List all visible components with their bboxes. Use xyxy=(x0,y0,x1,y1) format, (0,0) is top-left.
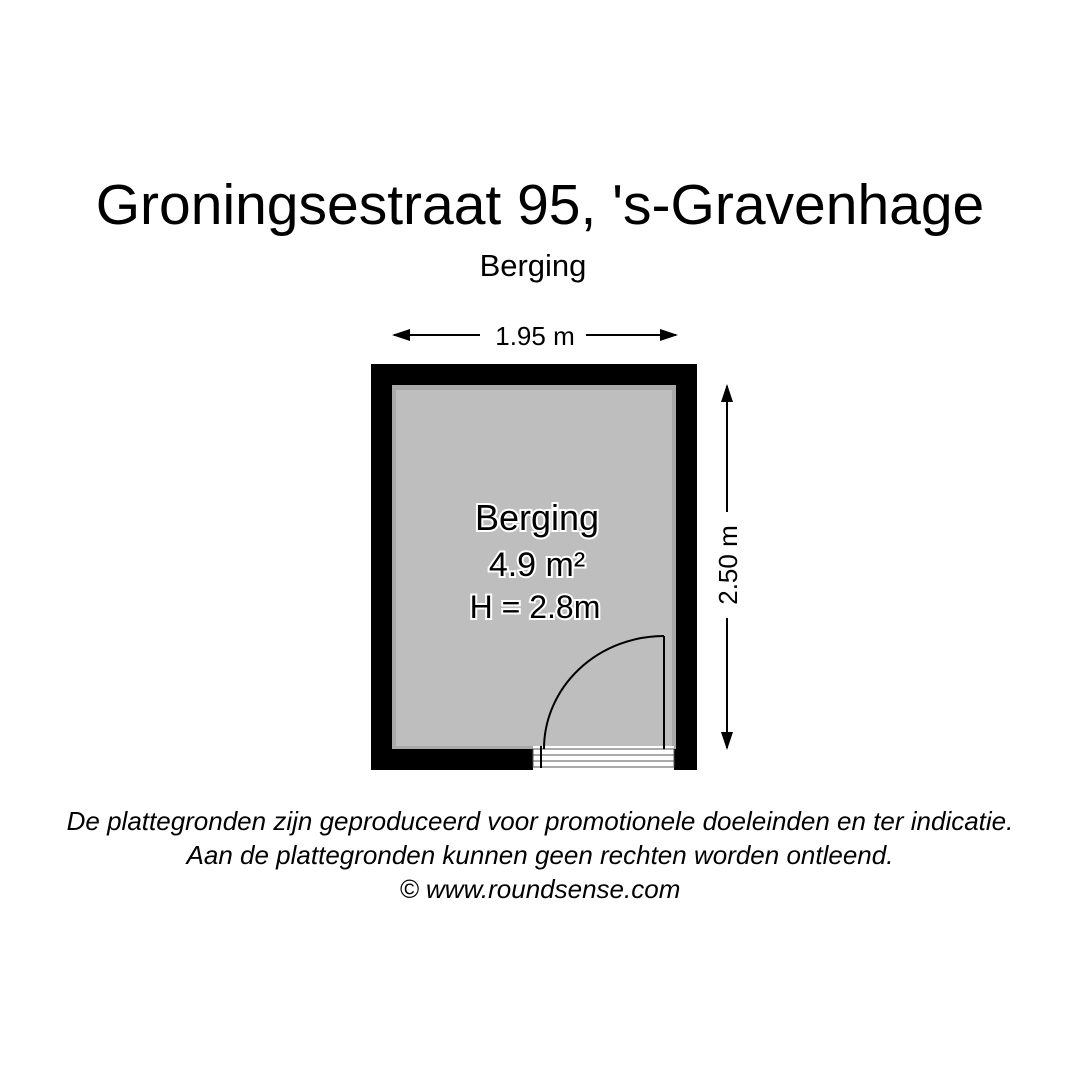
floor-name: Berging xyxy=(479,248,587,283)
disclaimer-line-1: De plattegronden zijn geproduceerd voor promotionele doeleinden en ter indicatie. xyxy=(66,806,1014,836)
height-dimension xyxy=(713,384,743,750)
address-title: Groningsestraat 95, 's-Gravenhage xyxy=(95,173,985,237)
width-arrow-right xyxy=(660,329,678,341)
room-berging xyxy=(371,364,697,770)
height-arrow-top xyxy=(721,384,733,402)
copyright-link[interactable]: © www.roundsense.com xyxy=(399,874,681,904)
room-ceiling-height: H = 2.8m xyxy=(469,589,601,625)
door-threshold xyxy=(533,749,674,767)
disclaimer xyxy=(0,804,1080,906)
width-dimension xyxy=(392,321,678,351)
height-label: 2.50 m xyxy=(713,525,743,605)
height-arrow-bottom xyxy=(721,732,733,750)
width-arrow-left xyxy=(392,329,410,341)
room-name: Berging xyxy=(474,497,600,538)
disclaimer-line-2: Aan de plattegronden kunnen geen rechten worden ontleend. xyxy=(186,840,894,870)
room-area: 4.9 m² xyxy=(488,546,586,584)
width-label: 1.95 m xyxy=(495,321,575,351)
